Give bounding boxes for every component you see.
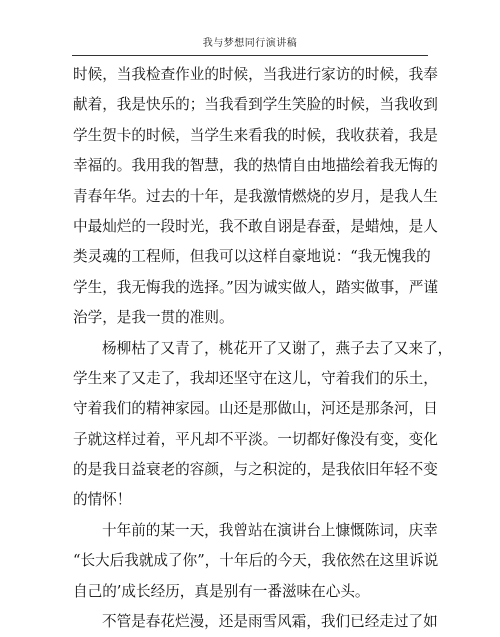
page-header-title: 我与梦想同行演讲稿 <box>202 38 298 49</box>
text-line: 治学，是我一贯的准则。 <box>73 309 234 327</box>
text-line: 青春年华。过去的十年，是我激情燃烧的岁月，是我人生 <box>73 187 438 205</box>
text-line: 子就这样过着，平凡却不平淡。一切都好像没有变，变化 <box>73 430 438 448</box>
text-line: 献着，我是快乐的；当我看到学生笑脸的时候，当我收到 <box>73 96 438 114</box>
text-line: “长大后我就成了你”，十年后的今天，我依然在这里诉说 <box>73 552 439 570</box>
text-line: 的情怀！ <box>73 491 132 509</box>
paragraph <box>73 60 439 334</box>
text-line: 时候，当我检查作业的时候，当我进行家访的时候，我奉 <box>73 66 438 83</box>
text-line: 学生，我无悔我的选择。”因为诚实做人，踏实做事，严谨 <box>73 278 439 296</box>
text-line: 自己的’成长经历，真是别有一番滋味在心头。 <box>73 582 370 600</box>
text-line: 守着我们的精神家园。山还是那做山，河还是那条河，日 <box>73 400 438 418</box>
document-body <box>73 60 453 637</box>
text-line: 杨柳枯了又青了，桃花开了又谢了，燕子去了又来了， <box>102 339 453 357</box>
paragraph <box>73 334 453 516</box>
paragraph <box>73 516 439 607</box>
header-divider <box>72 55 428 56</box>
text-line: 幸福的。我用我的智慧，我的热情自由地描绘着我无悔的 <box>73 157 438 175</box>
text-line: 十年前的某一天，我曾站在演讲台上慷慨陈词，庆幸 <box>102 521 438 539</box>
text-line: 中最灿烂的一段时光，我不敢自诩是春蚕，是蜡烛，是人 <box>73 217 438 235</box>
text-line: 学生来了又走了，我却还坚守在这儿，守着我们的乐土， <box>73 369 438 387</box>
paragraph <box>73 607 438 637</box>
text-line: 不管是春花烂漫，还是雨雪风霜，我们已经走过了如 <box>102 613 438 631</box>
text-line: 学生贺卡的时候，当学生来看我的时候，我收获着，我是 <box>73 126 438 144</box>
text-line: 的是我日益衰老的容颜，与之积淀的，是我依旧年轻不变 <box>73 461 438 479</box>
text-line: 类灵魂的工程师，但我可以这样自豪地说：“我无愧我的 <box>73 248 431 266</box>
